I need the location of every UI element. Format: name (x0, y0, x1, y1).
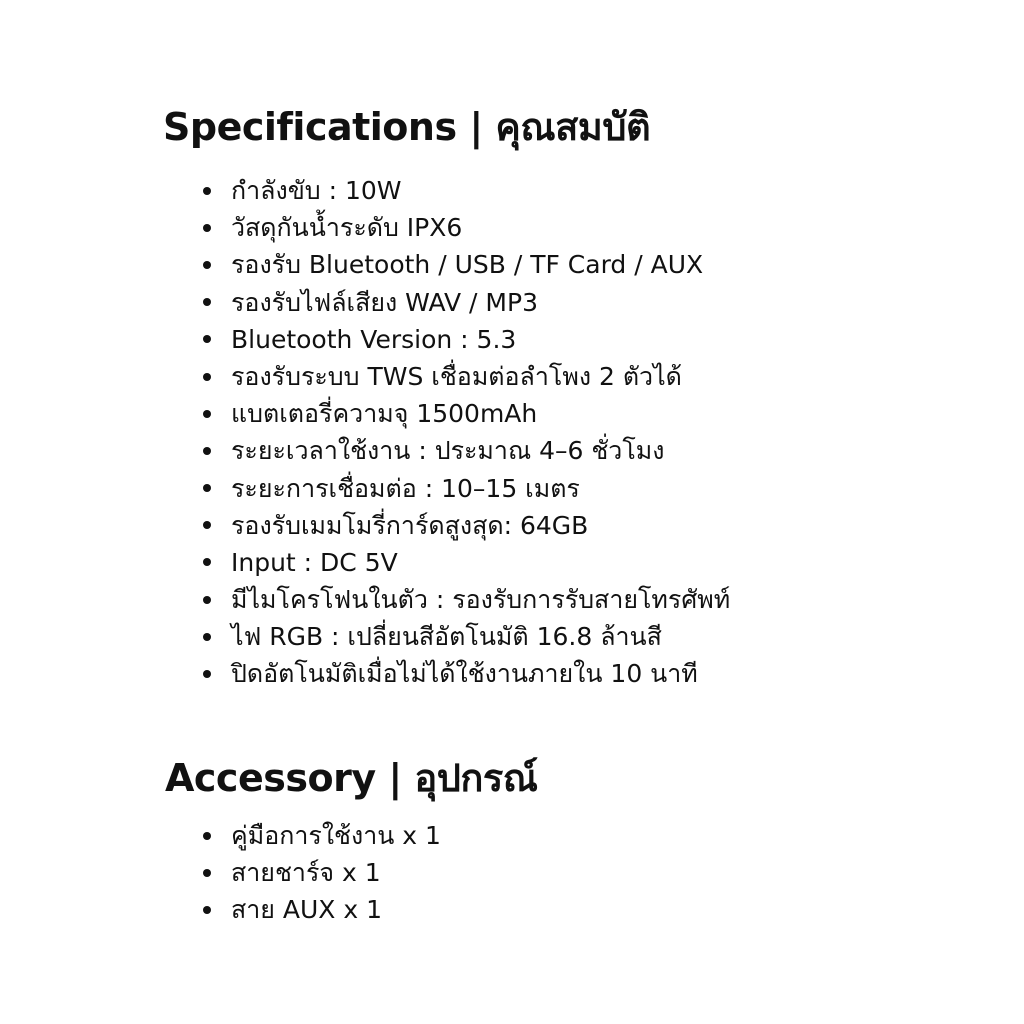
list-item (203, 544, 730, 581)
list-item (203, 655, 730, 692)
list-item-text: มีไมโครโฟนในตัว : รองรับการรับสายโทรศัพท์ (231, 585, 731, 615)
list-item-text: คู่มือการใช้งาน x 1 (231, 821, 441, 850)
bullet-icon (203, 633, 211, 641)
list-item (203, 618, 730, 655)
bullet-icon (203, 261, 211, 269)
list-item (203, 172, 730, 209)
list-item (203, 284, 730, 321)
list-item (203, 246, 730, 283)
bullet-icon (203, 832, 211, 840)
bullet-icon (203, 869, 211, 877)
bullet-icon (203, 484, 211, 492)
list-item (203, 817, 441, 854)
list-item-text: แบตเตอรี่ความจุ 1500mAh (231, 399, 538, 429)
bullet-icon (203, 558, 211, 566)
list-item-text: วัสดุกันน้ำระดับ IPX6 (231, 213, 463, 243)
list-item-text: กำลังขับ : 10W (231, 176, 402, 205)
list-item-text: รองรับ Bluetooth / USB / TF Card / AUX (231, 250, 704, 280)
list-item (203, 581, 730, 618)
list-item (203, 358, 730, 395)
list-item-text: Input : DC 5V (231, 547, 398, 577)
list-item (203, 507, 730, 544)
list-item (203, 209, 730, 246)
list-item (203, 321, 730, 358)
bullet-icon (203, 298, 211, 306)
bullet-icon (203, 906, 211, 914)
list-item-text: Bluetooth Version : 5.3 (231, 324, 517, 354)
bullet-icon (203, 521, 211, 529)
list-item (203, 891, 441, 928)
bullet-icon (203, 410, 211, 418)
bullet-icon (203, 224, 211, 232)
list-item-text: รองรับไฟล์เสียง WAV / MP3 (231, 287, 538, 317)
list-item-text: ระยะเวลาใช้งาน : ประมาณ 4–6 ชั่วโมง (231, 436, 665, 466)
list-item-text: สาย AUX x 1 (231, 895, 383, 925)
bullet-icon (203, 596, 211, 604)
bullet-icon (203, 335, 211, 343)
specifications-heading: Specifications | คุณสมบัติ (163, 105, 651, 149)
bullet-icon (203, 447, 211, 455)
bullet-icon (203, 187, 211, 195)
list-item-text: ปิดอัตโนมัติเมื่อไม่ได้ใช้งานภายใน 10 นาที (231, 659, 698, 689)
bullet-icon (203, 670, 211, 678)
list-item (203, 395, 730, 432)
specifications-list (203, 172, 730, 693)
list-item (203, 854, 441, 891)
accessory-list (203, 817, 441, 929)
list-item (203, 432, 730, 469)
list-item-text: รองรับเมมโมรี่การ์ดสูงสุด: 64GB (231, 510, 589, 540)
accessory-heading: Accessory | อุปกรณ์ (165, 756, 538, 800)
list-item-text: สายชาร์จ x 1 (231, 858, 381, 888)
bullet-icon (203, 373, 211, 381)
list-item-text: ระยะการเชื่อมต่อ : 10–15 เมตร (231, 473, 580, 503)
list-item (203, 470, 730, 507)
list-item-text: รองรับระบบ TWS เชื่อมต่อลำโพง 2 ตัวได้ (231, 361, 682, 391)
list-item-text: ไฟ RGB : เปลี่ยนสีอัตโนมัติ 16.8 ล้านสี (231, 622, 662, 652)
